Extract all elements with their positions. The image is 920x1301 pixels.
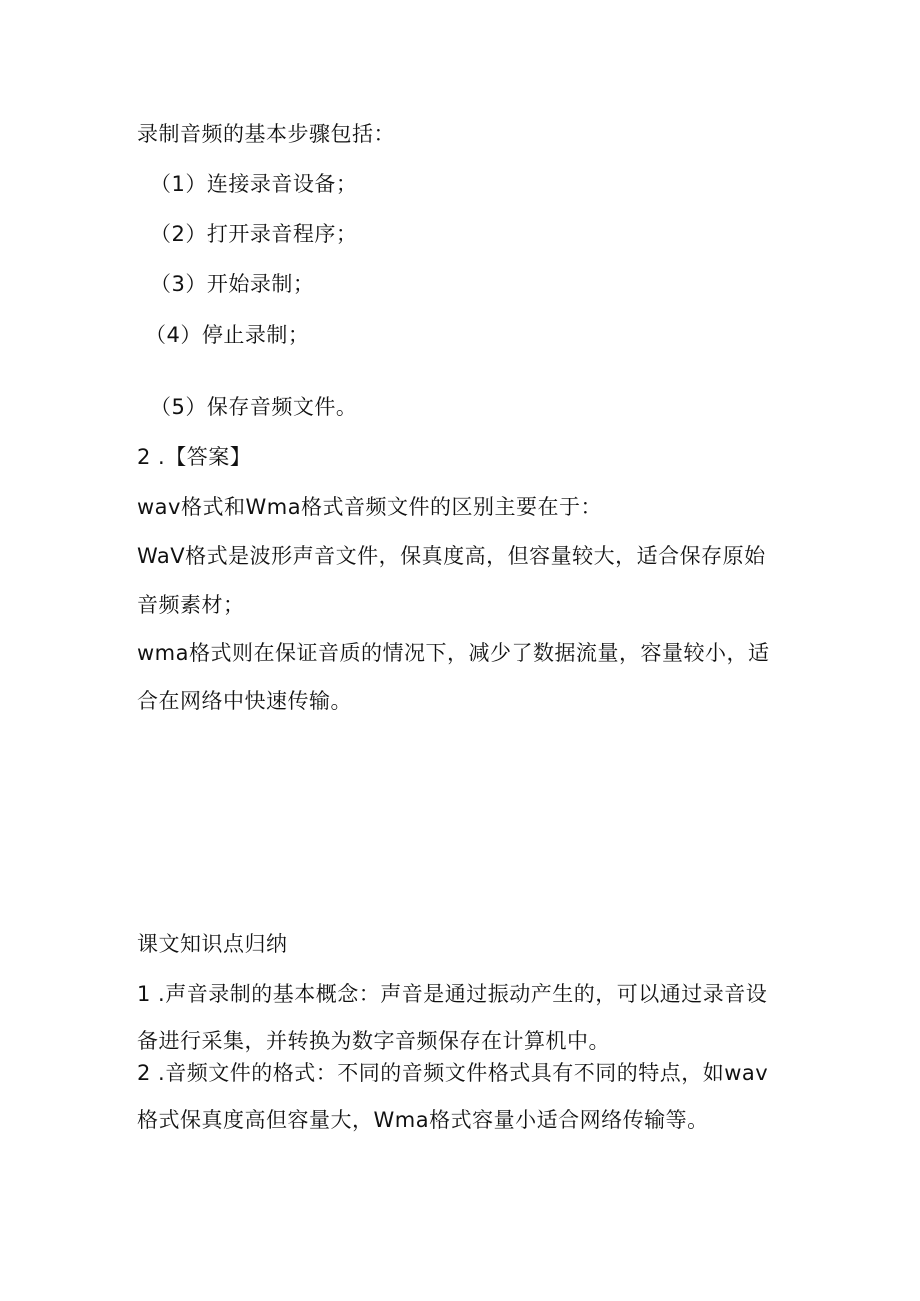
- summary-line: 备进行采集，并转换为数字音频保存在计算机中。: [137, 1029, 610, 1053]
- summary-line: 1 .声音录制的基本概念：声音是通过振动产生的，可以通过录音设: [137, 982, 768, 1006]
- step-item: （5）保存音频文件。: [150, 395, 358, 419]
- answer-line: wma格式则在保证音质的情况下，减少了数据流量，容量较小，适: [137, 641, 770, 665]
- step-item: （1）连接录音设备；: [150, 172, 358, 196]
- step-item: （4）停止录制；: [145, 323, 310, 347]
- step-item: （2）打开录音程序；: [150, 222, 358, 246]
- answer-line: wav格式和Wma格式音频文件的区别主要在于：: [137, 495, 603, 519]
- answer-line: 音频素材；: [137, 593, 245, 617]
- step-item: （3）开始录制；: [150, 272, 315, 296]
- summary-line: 2 .音频文件的格式：不同的音频文件格式具有不同的特点，如wav: [137, 1061, 769, 1085]
- summary-heading: 课文知识点归纳: [137, 932, 288, 956]
- summary-line: 格式保真度高但容量大，Wma格式容量小适合网络传输等。: [137, 1108, 709, 1132]
- answer-heading: 2 .【答案】: [137, 445, 252, 469]
- answer-line: WaV格式是波形声音文件，保真度高，但容量较大，适合保存原始: [137, 544, 766, 568]
- steps-intro: 录制音频的基本步骤包括：: [137, 122, 395, 146]
- answer-line: 合在网络中快速传输。: [137, 689, 352, 713]
